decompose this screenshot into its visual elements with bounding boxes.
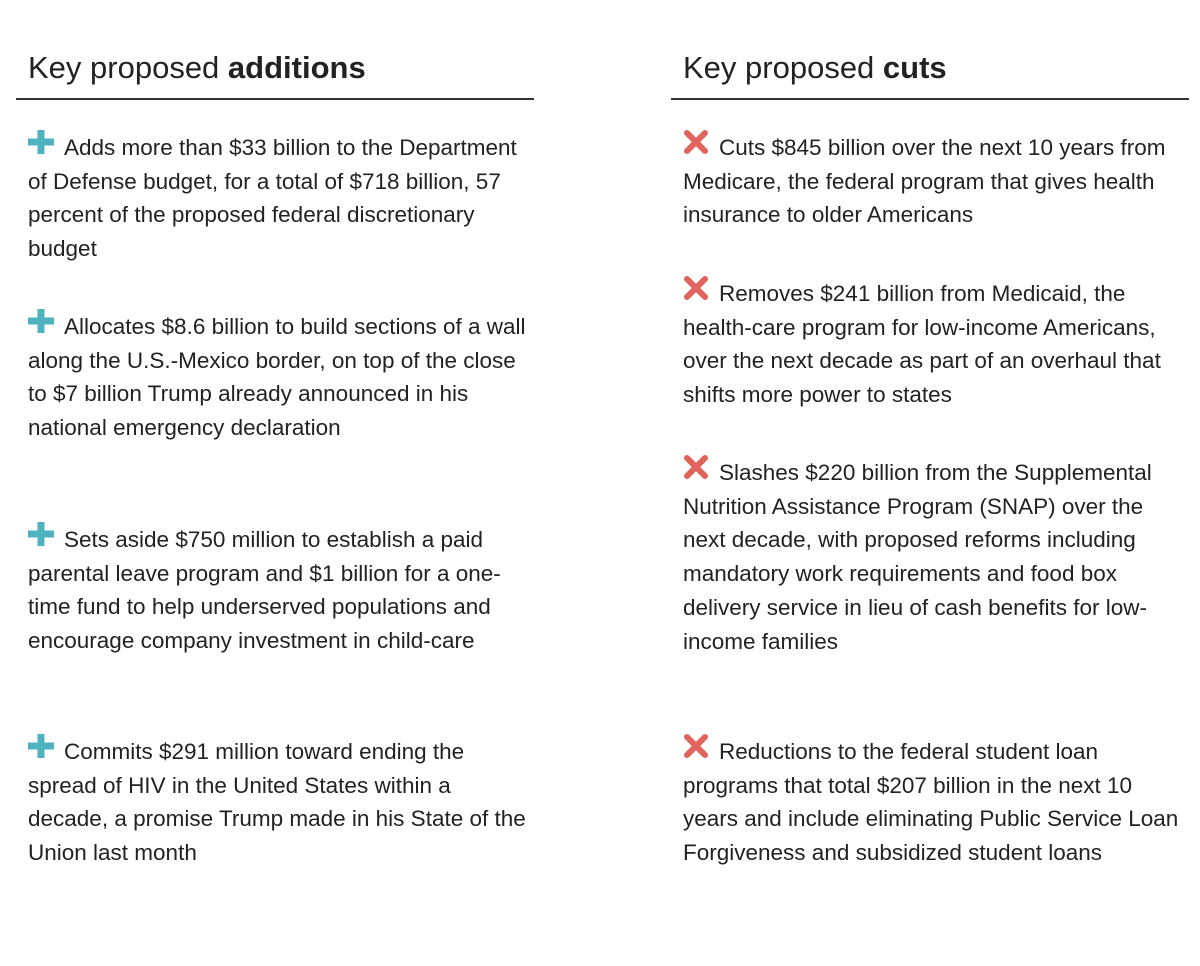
cuts-heading-bold: cuts bbox=[882, 50, 947, 85]
plus-icon bbox=[28, 132, 54, 156]
plus-icon bbox=[28, 524, 54, 548]
cuts-heading bbox=[683, 48, 947, 88]
cut-item-text: Slashes $220 billion from the Supplemental Nutrition Assistance Program (SNAP) over the next decade, with proposed reforms including mandatory work requirements and food box delivery service in lieu of cash benefits for low-income families bbox=[683, 460, 1152, 654]
addition-item bbox=[28, 523, 528, 658]
plus-icon bbox=[28, 311, 54, 335]
cut-item bbox=[683, 456, 1183, 658]
plus-icon bbox=[28, 736, 54, 760]
additions-divider bbox=[16, 98, 534, 100]
x-icon bbox=[683, 278, 709, 302]
additions-heading-bold: additions bbox=[227, 50, 366, 85]
addition-item-text: Allocates $8.6 billion to build sections of a wall along the U.S.-Mexico border, on top of the close to $7 billion Trump already announced in his national emergency declaration bbox=[28, 314, 526, 441]
cut-item-text: Reductions to the federal student loan programs that total $207 billion in the next 10 years and include eliminating Public Service Loan Forgiveness and subsidized student loans bbox=[683, 739, 1179, 866]
x-icon bbox=[683, 457, 709, 481]
cut-item bbox=[683, 277, 1183, 412]
cuts-divider bbox=[671, 98, 1189, 100]
addition-item bbox=[28, 131, 528, 266]
x-icon bbox=[683, 736, 709, 760]
addition-item-text: Sets aside $750 million to establish a paid parental leave program and $1 billion for a one-time fund to help underserved populations and encourage company investment in child-care bbox=[28, 527, 501, 654]
additions-heading bbox=[28, 48, 366, 88]
cut-item-text: Cuts $845 billion over the next 10 years from Medicare, the federal program that gives health insurance to older Americans bbox=[683, 135, 1166, 228]
cut-item bbox=[683, 735, 1183, 870]
x-icon bbox=[683, 132, 709, 156]
cut-item-text: Removes $241 billion from Medicaid, the health-care program for low-income Americans, over the next decade as part of an overhaul that shifts more power to states bbox=[683, 281, 1161, 408]
addition-item-text: Adds more than $33 billion to the Department of Defense budget, for a total of $718 billion, 57 percent of the proposed federal discretionary budget bbox=[28, 135, 517, 262]
addition-item-text: Commits $291 million toward ending the spread of HIV in the United States within a decade, a promise Trump made in his State of the Union last month bbox=[28, 739, 526, 866]
additions-heading-prefix: Key proposed bbox=[28, 50, 228, 85]
addition-item bbox=[28, 735, 528, 870]
addition-item bbox=[28, 310, 528, 445]
cuts-heading-prefix: Key proposed bbox=[683, 50, 883, 85]
cut-item bbox=[683, 131, 1183, 232]
